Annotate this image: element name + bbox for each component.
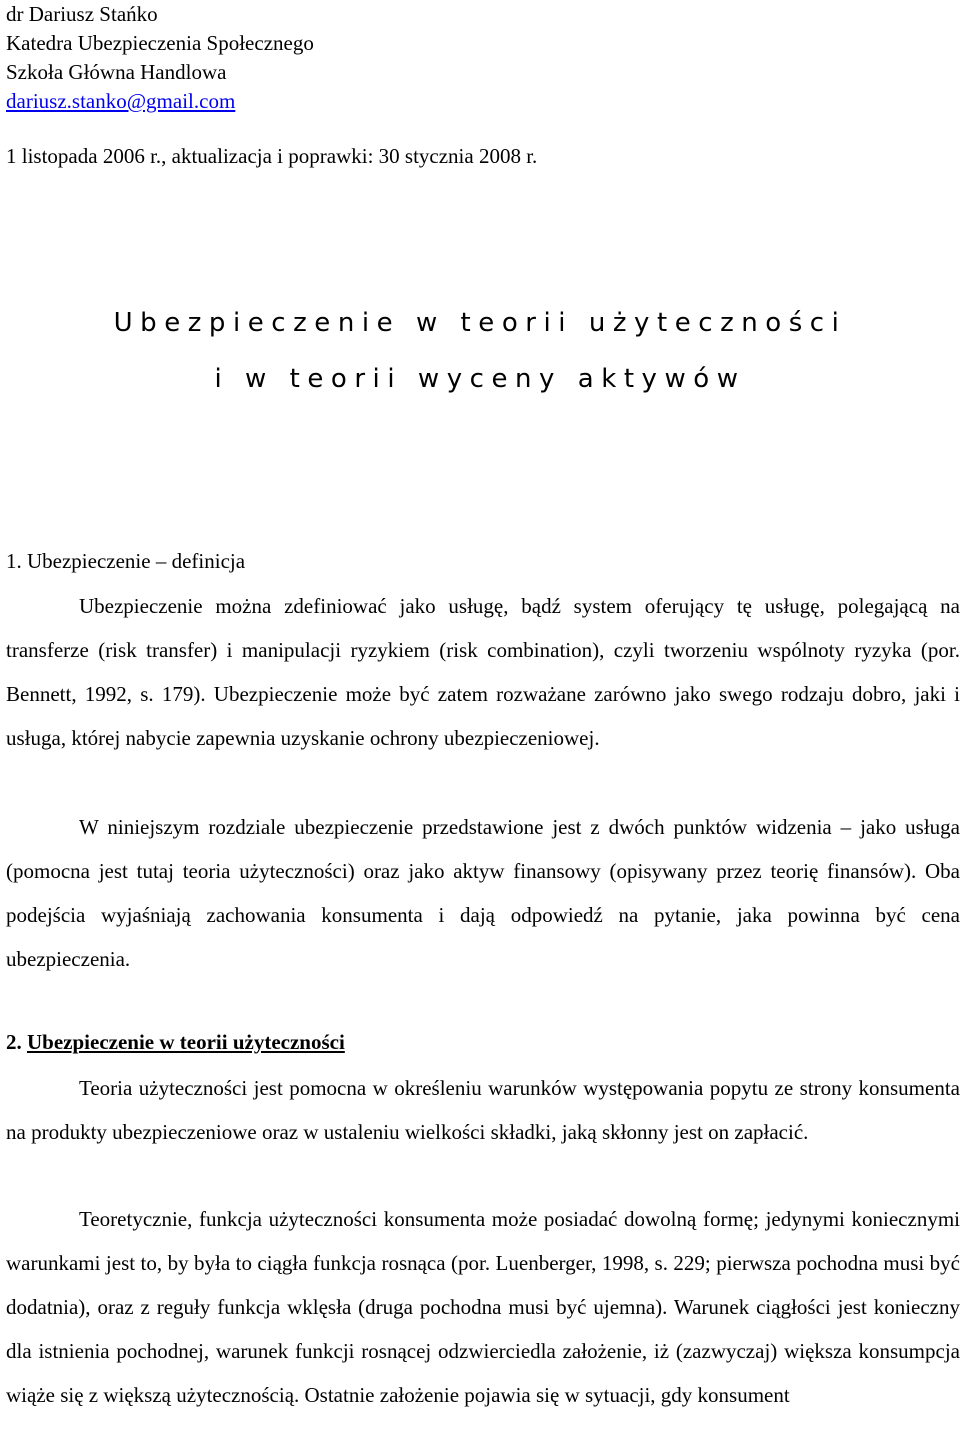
section-2-paragraph-1-text: Teoria użyteczności jest pomocna w określeniu warunków występowania popytu ze strony konsumenta na produkty ubezpieczeniowe oraz w ustaleniu wielkości składki, jaką skłonny jest on zapłacić. bbox=[6, 1076, 960, 1144]
section-2-paragraph-2 bbox=[6, 1197, 960, 1417]
section-1-heading: 1. Ubezpieczenie – definicja bbox=[6, 549, 246, 573]
section-2-heading-text: Ubezpieczenie w teorii użyteczności bbox=[27, 1030, 345, 1054]
section-2-paragraph-1 bbox=[6, 1066, 960, 1154]
date-line: 1 listopada 2006 r., aktualizacja i poprawki: 30 stycznia 2008 r. bbox=[6, 144, 538, 168]
author-department: Katedra Ubezpieczenia Społecznego bbox=[6, 31, 314, 55]
document-title-line-1: Ubezpieczenie w teorii użyteczności bbox=[113, 308, 847, 338]
section-2-paragraph-2-text: Teoretycznie, funkcja użyteczności konsumenta może posiadać dowolną formę; jedynymi koniecznymi warunkami jest to, by była to ciągła funkcja rosnąca (por. Luenberger, 1998, s. 229; pierwsza pochodna musi być dodatnia), oraz z reguły funkcja wklęsła (druga pochodna musi być ujemna). Warunek ciągłości jest konieczny dla istnienia pochodnej, warunek funkcji rosnącej odzwierciedla założenie, iż (zazwyczaj) większa konsumpcja wiąże się z większą użytecznością. Ostatnie założenie pojawia się w sytuacji, gdy konsument bbox=[6, 1207, 960, 1407]
section-1-paragraph-1-text: Ubezpieczenie można zdefiniować jako usługę, bądź system oferujący tę usługę, polegającą na transferze (risk transfer) i manipulacji ryzykiem (risk combination), czyli tworzeniu wspólnoty ryzyka (por. Bennett, 1992, s. 179). Ubezpieczenie może być zatem rozważane zarówno jako swego rodzaju dobro, jaki i usługa, której nabycie zapewnia uzyskanie ochrony ubezpieczeniowej. bbox=[6, 594, 960, 750]
author-email-link[interactable]: dariusz.stanko@gmail.com bbox=[6, 89, 236, 113]
author-name: dr Dariusz Stańko bbox=[6, 2, 158, 26]
section-1-paragraph-1 bbox=[6, 584, 960, 760]
section-1-paragraph-2-text: W niniejszym rozdziale ubezpieczenie przedstawione jest z dwóch punktów widzenia – jako usługa (pomocna jest tutaj teoria użyteczności) oraz jako aktyw finansowy (opisywany przez teorię finansów). Oba podejścia wyjaśniają zachowania konsumenta i dają odpowiedź na pytanie, jaka powinna być cena ubezpieczenia. bbox=[6, 815, 960, 971]
author-block bbox=[6, 0, 314, 116]
document-title-line-2: i w teorii wyceny aktywów bbox=[214, 364, 746, 394]
section-2-heading bbox=[6, 1030, 345, 1055]
author-school: Szkoła Główna Handlowa bbox=[6, 60, 227, 84]
section-1-paragraph-2 bbox=[6, 805, 960, 981]
section-2-heading-number: 2. bbox=[6, 1030, 22, 1054]
